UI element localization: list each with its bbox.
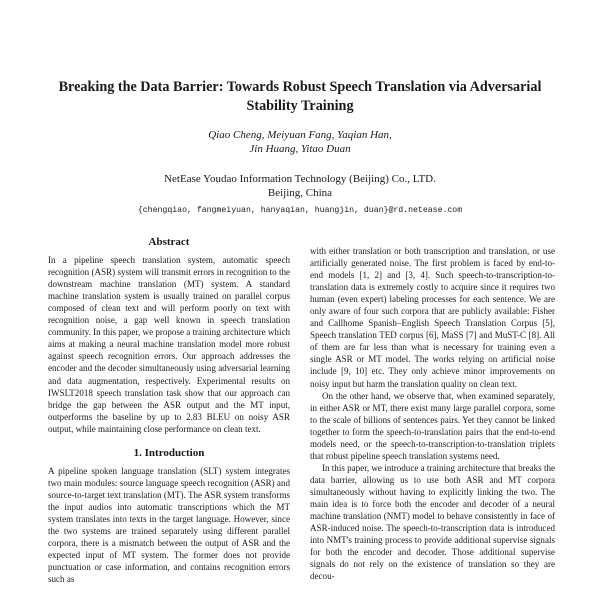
abstract-text: In a pipeline speech translation system, automatic speech recognition (ASR) system will transmit errors in recognition to the downstream machine translation (MT) system. A standard machine translation system is usually trained on parallel corpus composed of clean text and will perform poorly on text with recognition noise, a gap well known in speech translation community. In this paper, we propose a training architecture which aims at making a neural machine translation model more robust against speech recognition errors. Our approach addresses the encoder and the decoder simultaneously using adversarial learning and data augmentation, respectively. Experimental results on IWSLT2018 speech translation task show that our approach can bridge the gap between the ASR output and the MT input, outperforms the baseline by up to 2.83 BLEU on noisy ASR output, while maintaining close performance on clean text. xyxy=(48,255,290,434)
introduction-paragraph: A pipeline spoken language translation (SLT) system integrates two main modules: source language speech recognition (ASR) and source-to-target text translation (MT). The ASR system transforms the input audios into automatic transcriptions which the MT system translates into texts in the target language. However, since the two systems are trained separately using different parallel corpora, there is a mismatch between the output of ASR and the expected input of MT system. The former does not provide punctuation or case information, and contains recognition errors such as xyxy=(48,465,290,585)
author-emails: {chengqiao, fangmeiyuan, hanyaqian, huangjin, duan}@rd.netease.com xyxy=(137,206,463,215)
affiliation-line: NetEase Youdao Information Technology (Beijing) Co., LTD. xyxy=(164,173,436,185)
authors-line: Jin Huang, Yitao Duan xyxy=(249,143,351,155)
left-column xyxy=(48,236,290,585)
body-paragraph: with either translation or both transcription and translation, or use artificially generated noise. The first problem is faced by end-to-end models [1, 2] and [3, 4]. Such speech-to-transcription-to-translation data is extremely costly to acquire since it requires two human (even expert) labeling processes for each sentence. We are only aware of four such corpora that are publicly available: Fisher and Callhome Spanish–English Speech Translation Corpus [5], Speech translation TED corpus [6], MaSS [7] and MuST-C [8]. All of them are far less than what is necessary for training even a single ASR or MT model. The works relying on artificial noise include [9, 10] etc. They only achieve minor improvements on noisy input but harm the translation quality on clean text. xyxy=(310,246,555,389)
abstract-heading: Abstract xyxy=(148,236,190,248)
body-paragraph: On the other hand, we observe that, when examined separately, in either ASR or MT, there exist many large parallel corpora, some to the scale of billions of sentences pairs. Yet they cannot be linked together to form the speech-to-translation pairs that the end-to-end models need, or the speech-to-transcription-to-translation triplets that robust pipeline speech translation systems need. xyxy=(310,390,555,461)
body-paragraph: In this paper, we introduce a training architecture that breaks the data barrier, allowing us to use both ASR and MT corpora simultaneously without having to explicitly linking the two. The main idea is to force both the encoder and decoder of a neural machine translation (NMT) model to behave consistently in face of ASR-induced noise. The speech-to-transcription data is introduced into NMT's training process to provide additional supervise signals for both the encoder and decoder. Those additional supervise signals do not rely on the existence of translation so they are decou- xyxy=(310,462,556,582)
right-column xyxy=(310,245,555,582)
affiliation-line: Beijing, China xyxy=(267,187,333,199)
affiliation xyxy=(0,172,600,200)
authors xyxy=(0,128,600,156)
authors-line: Qiao Cheng, Meiyuan Fang, Yaqian Han, xyxy=(208,129,392,141)
paper-title: Breaking the Data Barrier: Towards Robust Speech Translation via Adversarial Stability Training xyxy=(58,79,542,114)
introduction-heading: 1. Introduction xyxy=(133,446,205,459)
